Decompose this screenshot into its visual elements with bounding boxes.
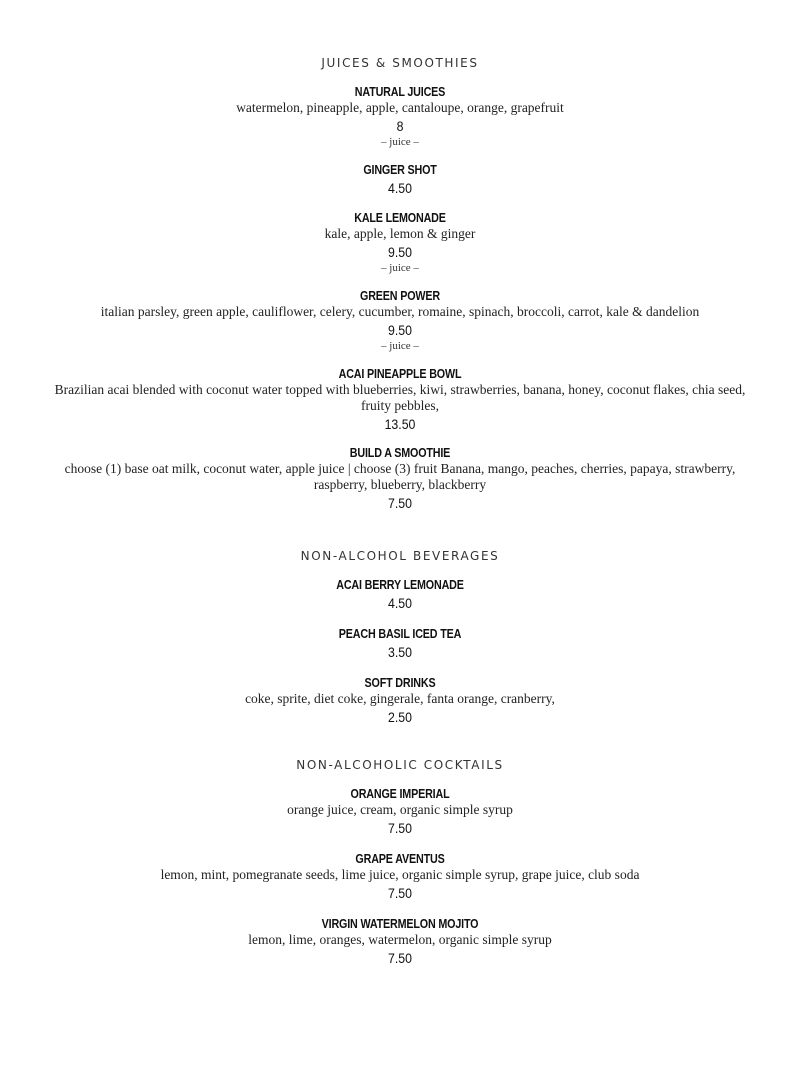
item-price: 13.50 — [384, 416, 416, 432]
item-name: SOFT DRINKS — [364, 676, 436, 690]
item-name: GRAPE AVENTUS — [355, 852, 445, 866]
menu-item-orange-imperial — [0, 786, 800, 838]
item-name: ORANGE IMPERIAL — [350, 787, 450, 801]
section-title: NON-ALCOHOL BEVERAGES — [300, 549, 500, 563]
item-name: GINGER SHOT — [363, 163, 437, 177]
item-description: Brazilian acai blended with coconut water topped with blueberries, kiwi, strawberries, banana, honey, coconut flakes, chia seed, fruity pebbles, — [54, 382, 746, 413]
item-name: GREEN POWER — [360, 289, 440, 303]
item-description: choose (1) base oat milk, coconut water, apple juice | choose (3) fruit Banana, mango, peaches, cherries, papaya, strawberry, raspberry, blueberry, blackberry — [64, 461, 736, 492]
menu-item-virgin-watermelon-mojito — [0, 916, 800, 968]
menu-item-acai-pineapple-bowl — [0, 366, 800, 434]
item-description: lemon, lime, oranges, watermelon, organic simple syrup — [248, 932, 552, 947]
section-non-alcoholic-cocktails — [0, 756, 800, 968]
item-price: 4.50 — [388, 595, 412, 611]
menu-item-grape-aventus — [0, 851, 800, 903]
item-name: ACAI PINEAPPLE BOWL — [338, 367, 462, 381]
item-description: orange juice, cream, organic simple syrup — [287, 802, 513, 817]
menu-item-build-a-smoothie — [0, 445, 800, 513]
item-note: – juice – — [381, 340, 419, 352]
item-description: italian parsley, green apple, cauliflower, celery, cucumber, romaine, spinach, broccoli, carrot, kale & dandelion — [100, 304, 700, 319]
item-price: 3.50 — [388, 644, 412, 660]
section-juices-smoothies — [0, 54, 800, 513]
item-note: – juice – — [381, 136, 419, 148]
menu-item-kale-lemonade — [0, 210, 800, 275]
section-title: JUICES & SMOOTHIES — [321, 56, 479, 70]
item-price: 9.50 — [388, 244, 412, 260]
item-price: 7.50 — [388, 950, 412, 966]
item-name: PEACH BASIL ICED TEA — [338, 627, 462, 641]
item-name: ACAI BERRY LEMONADE — [336, 578, 464, 592]
menu-item-natural-juices — [0, 84, 800, 149]
item-price: 2.50 — [388, 709, 412, 725]
item-name: NATURAL JUICES — [354, 85, 446, 99]
item-name: BUILD A SMOOTHIE — [349, 446, 451, 460]
item-description: watermelon, pineapple, apple, cantaloupe, orange, grapefruit — [236, 100, 564, 115]
item-price: 8 — [396, 118, 404, 134]
item-price: 7.50 — [388, 820, 412, 836]
menu-item-soft-drinks — [0, 675, 800, 727]
item-note: – juice – — [381, 262, 419, 274]
item-description: lemon, mint, pomegranate seeds, lime juice, organic simple syrup, grape juice, club soda — [160, 867, 640, 882]
item-description: coke, sprite, diet coke, gingerale, fanta orange, cranberry, — [245, 691, 555, 706]
item-price: 7.50 — [388, 495, 412, 511]
menu-item-peach-basil-iced-tea — [0, 626, 800, 662]
item-description: kale, apple, lemon & ginger — [324, 226, 476, 241]
item-price: 7.50 — [388, 885, 412, 901]
section-title: NON-ALCOHOLIC COCKTAILS — [296, 758, 504, 772]
item-price: 4.50 — [388, 180, 412, 196]
item-name: VIRGIN WATERMELON MOJITO — [321, 917, 479, 931]
menu-item-ginger-shot — [0, 162, 800, 198]
section-non-alcohol-beverages — [0, 547, 800, 727]
menu-item-green-power — [0, 288, 800, 353]
item-name: KALE LEMONADE — [354, 211, 446, 225]
menu-item-acai-berry-lemonade — [0, 577, 800, 613]
item-price: 9.50 — [388, 322, 412, 338]
